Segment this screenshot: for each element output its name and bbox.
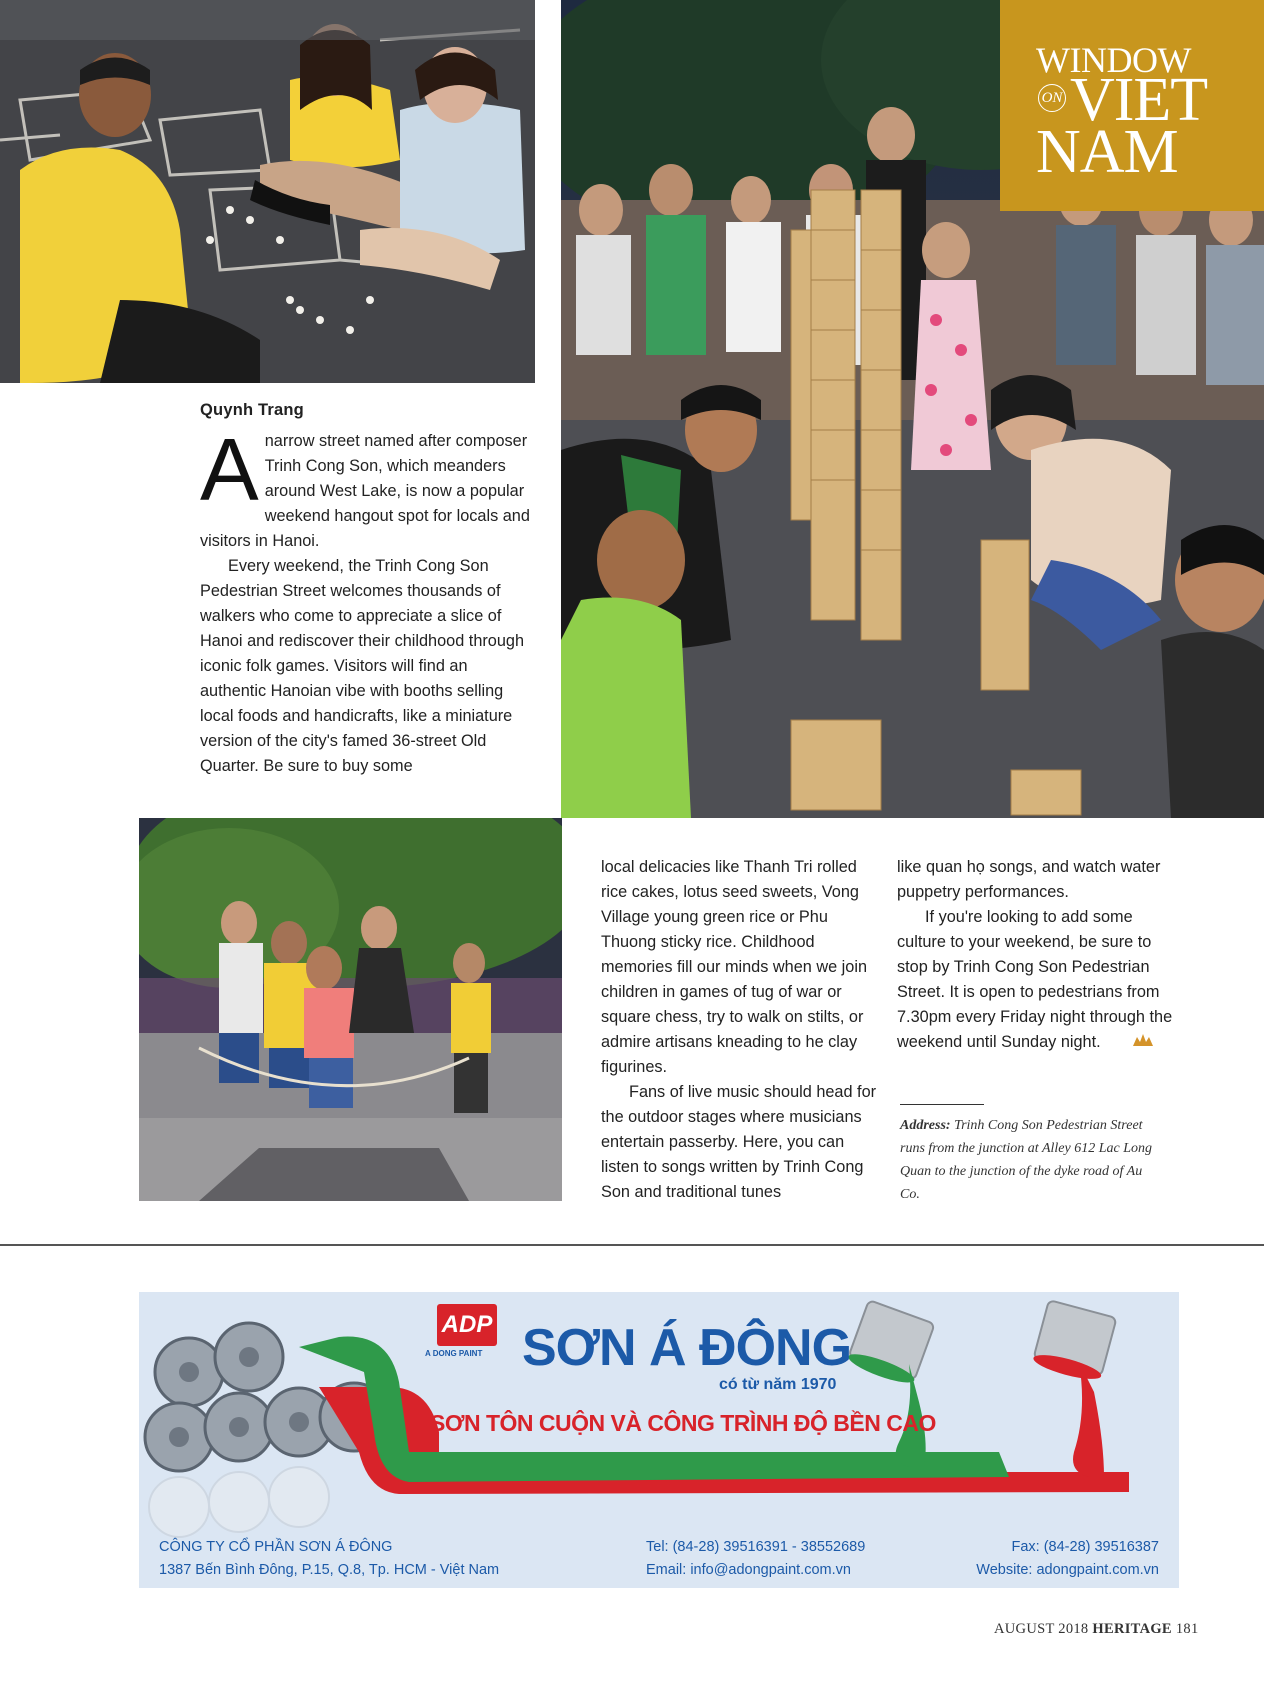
ad-address: 1387 Bến Bình Đông, P.15, Q.8, Tp. HCM - Việt Nam — [159, 1562, 500, 1578]
paragraph-weekend: Every weekend, the Trinh Cong Son Pedestrian Street welcomes thousands of walkers who come to appreciate a slice of Hanoi and rediscover their childhood through iconic folk games. Visitors will find an authentic Hanoian vibe with booths selling local foods and handicrafts, like a miniature version of the city's famed 36-street Old Quarter. Be sure to buy some — [200, 557, 525, 775]
article-column-2 — [601, 855, 883, 1205]
ad-contact-block — [646, 1536, 865, 1582]
byline: Quynh Trang — [200, 401, 304, 419]
ad-logo-caption: A DONG PAINT — [425, 1349, 483, 1358]
address-text: Trinh Cong Son Pedestrian Street runs from the junction at Alley 612 Lac Long Quan to the junction of the dyke road of Au Co. — [900, 1118, 1152, 1202]
ad-divider — [0, 1244, 1264, 1246]
ad-brand-text: SƠN Á ĐÔNG — [522, 1319, 852, 1377]
ad-company: CÔNG TY CỔ PHẦN SƠN Á ĐÔNG — [159, 1539, 393, 1555]
address-label: Address: — [900, 1118, 951, 1133]
ad-tel: Tel: (84-28) 39516391 - 38552689 — [646, 1539, 866, 1555]
footer-magazine: HERITAGE — [1092, 1621, 1172, 1637]
drop-cap: A — [200, 420, 259, 519]
paragraph-delicacies: local delicacies like Thanh Tri rolled rice cakes, lotus seed sweets, Vong Village young green rice or Phu Thuong sticky rice. Childhood memories fill our minds when we join children in games of tug of war or square chess, try to walk on stilts, or admire artisans kneading to he clay figurines. — [601, 858, 868, 1076]
advertisement-a-dong-paint — [139, 1292, 1179, 1588]
ad-since: có từ năm 1970 — [719, 1376, 837, 1393]
address-rule — [900, 1104, 984, 1105]
paragraph-music: Fans of live music should head for the outdoor stages where musicians entertain passerby. Here, you can listen to songs written by Trinh Cong Son and traditional tunes — [601, 1083, 877, 1201]
ad-email[interactable]: Email: info@adongpaint.com.vn — [646, 1562, 851, 1578]
section-badge — [1000, 0, 1264, 211]
address-note — [900, 1114, 1162, 1206]
badge-on-mark: ON — [1038, 84, 1066, 112]
ad-fax-block — [926, 1536, 1159, 1582]
article-column-3 — [897, 855, 1179, 1055]
footer-page-number: 181 — [1175, 1621, 1199, 1637]
paragraph-closing — [897, 905, 1179, 1055]
ad-logo: ADP — [437, 1304, 497, 1346]
article-column-1 — [200, 398, 535, 779]
paragraph-closing-text: If you're looking to add some culture to your weekend, be sure to stop by Trinh Cong Son Pedestrian Street. It is open to pedestrians from 7.30pm every Friday night through the weekend until Sunday night. — [897, 908, 1173, 1051]
footer-issue: AUGUST 2018 — [994, 1621, 1089, 1637]
badge-line-viet: VIET — [1070, 66, 1208, 134]
end-mark-icon — [1104, 1030, 1154, 1055]
badge-line-nam: NAM — [1036, 118, 1178, 186]
ad-company-block — [159, 1536, 499, 1582]
ad-brand-name — [522, 1318, 851, 1378]
photo-street-game — [0, 0, 535, 383]
paragraph-quan-ho: like quan họ songs, and watch water puppetry performances. — [897, 858, 1161, 901]
badge-line-window: WINDOW — [1036, 40, 1191, 80]
ad-fax: Fax: (84-28) 39516387 — [1011, 1539, 1159, 1555]
ad-website[interactable]: Website: adongpaint.com.vn — [976, 1562, 1159, 1578]
paragraph-intro — [200, 420, 535, 554]
photo-jump-rope — [139, 818, 562, 1201]
ad-slogan: SƠN TÔN CUỘN VÀ CÔNG TRÌNH ĐỘ BỀN CAO — [430, 1410, 936, 1436]
paragraph-intro-text: narrow street named after composer Trinh Cong Son, which meanders around West Lake, is now a popular weekend hangout spot for locals and visitors in Hanoi. — [200, 432, 530, 550]
page-footer — [994, 1621, 1199, 1638]
